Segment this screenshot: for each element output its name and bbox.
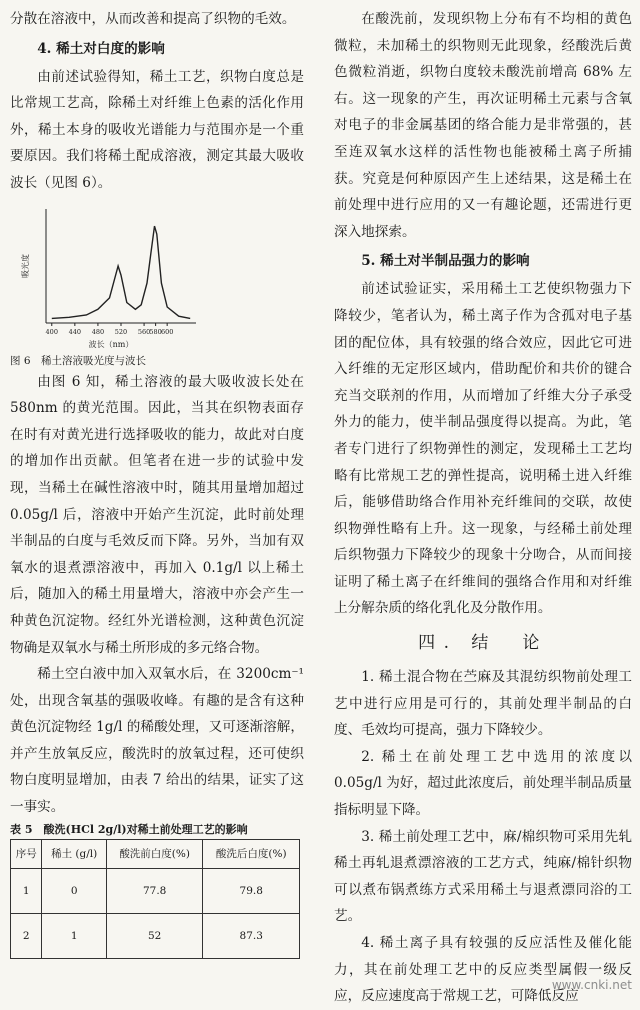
- header-cell: 序号: [11, 839, 42, 869]
- chart-ylabel: 吸光度: [21, 253, 30, 278]
- header-cell: 酸洗后白度(%): [203, 839, 300, 869]
- table-cell: 77.8: [106, 869, 203, 914]
- table-row: [11, 914, 300, 959]
- table-header-row: [11, 839, 300, 869]
- header-cell: 酸洗前白度(%): [106, 839, 203, 869]
- figure-caption: 图 6 稀土溶液吸光度与波长: [10, 354, 147, 367]
- table-cell: 0: [42, 869, 106, 914]
- chart-x-tick-label: 400: [45, 327, 58, 336]
- conclusion-item-2: 2. 稀土在前处理工艺中选用的浓度以 0.05g/l 为好，超过此浓度后，前处理半制品质量指标明显下降。: [334, 748, 632, 819]
- chart-x-tick-label: 580: [149, 327, 162, 336]
- section-title-conclusion: 四. 结 论: [418, 633, 548, 654]
- table-cell: 52: [106, 914, 203, 959]
- figure-6: [10, 201, 304, 353]
- table-title: 表 5 酸洗(HCl 2g/l)对稀土前处理工艺的影响: [10, 822, 248, 836]
- chart-x-tick-label: 520: [114, 327, 128, 336]
- section-heading-whiteness: 4. 稀土对白度的影响: [37, 40, 165, 57]
- chart-x-tick-label: 440: [68, 327, 82, 336]
- table-cell: 79.8: [203, 869, 300, 914]
- table-cell: 1: [11, 869, 42, 914]
- watermark-text: www.cnki.net: [551, 978, 632, 992]
- conclusion-item-3: 3. 稀土前处理工艺中，麻/棉织物可采用先轧稀土再轧退煮漂溶液的工艺方式，纯麻/棉针织物可以煮布锅煮练方式采用稀土与退煮漂同浴的工艺。: [334, 828, 632, 925]
- conclusion-item-4: 4. 稀土离子具有较强的反应活性及催化能力，其在前处理工艺中的反应类型属假一级反应，反应速度高于常规工艺，可降低反应: [334, 935, 632, 1005]
- table-cell: 2: [11, 914, 42, 959]
- chart-x-tick-label: 480: [91, 327, 105, 336]
- section-heading-strength: 5. 稀土对半制品强力的影响: [361, 253, 530, 270]
- conclusion-item-1: 1. 稀土混合物在苎麻及其混纺织物前处理工艺中进行应用是可行的，其前处理半制品的白度、毛效均可提高，强力下降较少。: [334, 669, 632, 739]
- paragraph-whiteness-3: 稀土空白液中加入双氧水后，在 3200cm⁻¹ 处，出现含氧基的强吸收峰。有趣的是含有这种黄色沉淀物经 1g/l 的稀酸处理，又可逐渐溶解，并产生放氧反应，酸洗时的放氧过程，还可使织物白度明显增加，由表 7 给出的结果，证实了这一事实。: [10, 666, 304, 816]
- right-column: [334, 6, 632, 1010]
- chart-xlabel: 波长（nm）: [88, 339, 134, 349]
- absorbance-chart: [18, 201, 208, 351]
- table-cell: 87.3: [203, 914, 300, 959]
- absorbance-curve: [52, 226, 190, 318]
- left-column: [10, 6, 304, 959]
- table-row: [11, 869, 300, 914]
- paragraph-whiteness-2: 由图 6 知，稀土溶液的最大吸收波长处在 580nm 的黄光范围。因此，当其在织物表面存在时有对黄光进行选择吸收的能力，故此对白度的增加作出贡献。但笔者在进一步的试验中发现，当稀土在碱性溶液中时，随其用量增加超过 0.05g/l 后，溶液中开始产生沉淀，此时前处理半制品的白度与毛效反而下降。另外，当加有双氧水的退煮漂溶液中，再加入 0.1g/l 以上稀土后，随加入的稀土用量增大，溶液中亦会产生一种黄色沉淀物。经红外光谱检测，这种黄色沉淀物确是双氧水与稀土所形成的多元络合物。: [10, 373, 304, 656]
- paragraph-acid-wash: 在酸洗前，发现织物上分布有不均相的黄色微粒，未加稀土的织物则无此现象，经酸洗后黄色微粒消逝，织物白度较未酸洗前增高 68% 左右。这一现象的产生，再次证明稀土元素与含氧对电子的非金属基团的络合能力是非常强的，甚至连双氧水这样的活性物也能被稀土离子所捕获。究竟是何种原因产生上述结果，这是稀土在前处理中进行应用的又一有趣论题，还需进行更深入地探索。: [334, 11, 632, 240]
- paragraph-strength: 前述试验证实，采用稀土工艺使织物强力下降较少，笔者认为，稀土离子作为含孤对电子基团的配位体，具有较强的络合效应，因此它可进入纤维的无定形区域内，借助配价和共价的键合充当交联剂的作用，从而增加了纤维大分子承受外力的能力，使半制品强度得以提高。为此，笔者专门进行了织物弹性的测定，发现稀土工艺均略有比常规工艺的弹性提高，说明稀土进入纤维后，能够借助络合作用补充纤维间的交联，故使织物弹性略有上升。这一现象，与经稀土前处理后织物强力下降较少的现象十分吻合，从而间接证明了稀土离子在纤维间的强络合作用和对纤维上分解杂质的络化乳化及分散作用。: [334, 281, 632, 617]
- chart-x-tick-label: 560: [137, 327, 151, 336]
- chart-x-tick-label: 600: [160, 327, 174, 336]
- header-cell: 稀土 (g/l): [42, 839, 106, 869]
- acid-wash-table: [10, 839, 300, 960]
- intro-paragraph: 分散在溶液中，从而改善和提高了织物的毛效。: [10, 11, 296, 27]
- paragraph-whiteness-1: 由前述试验得知，稀土工艺，织物白度总是比常规工艺高，除稀土对纤维上色素的活化作用外，稀土本身的吸收光谱能力与范围亦是一个重要原因。我们将稀土配成溶液，测定其最大吸收波长（见图 6）。: [10, 68, 304, 191]
- table-cell: 1: [42, 914, 106, 959]
